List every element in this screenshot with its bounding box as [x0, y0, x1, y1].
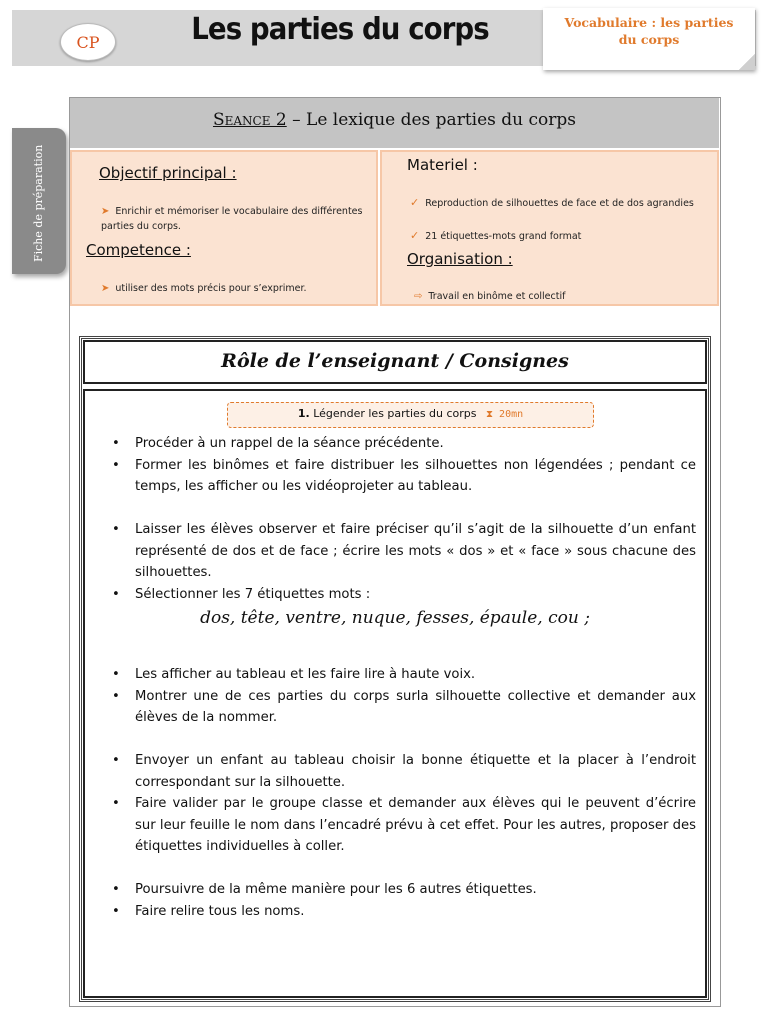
- competence-heading: Competence :: [86, 241, 191, 259]
- materiel-text-1: Reproduction de silhouettes de face et de dos agrandies: [425, 198, 694, 209]
- list-item: • Former les binômes et faire distribuer les silhouettes non légendées ; pendant ce temps, les afficher ou les vidéoprojeter au tableau.: [112, 455, 696, 498]
- seance-dash: –: [292, 110, 301, 130]
- step-duration: ⧗ 20mn: [486, 409, 524, 420]
- step-banner: [227, 402, 594, 428]
- arrow-bullet-icon: ➤: [101, 283, 110, 294]
- step-label: Légender les parties du corps: [313, 407, 477, 420]
- list-item: • Envoyer un enfant au tableau choisir la bonne étiquette et la placer à l’endroit correspondant sur la silhouette.: [112, 750, 696, 793]
- list-item: • Sélectionner les 7 étiquettes mots :: [112, 584, 696, 606]
- side-tab-label: Fiche de préparation: [32, 144, 45, 262]
- instruction-group-2: [112, 519, 696, 605]
- level-badge: CP: [60, 23, 116, 61]
- vocabulary-note: [543, 8, 755, 70]
- vocab-line-2: du corps: [618, 32, 680, 47]
- competence-item: [101, 281, 363, 296]
- organisation-item: [414, 289, 704, 304]
- competence-text: utiliser des mots précis pour s’exprimer.: [115, 283, 307, 294]
- materiel-item-1: [410, 195, 700, 211]
- materiel-item-2: [410, 228, 700, 244]
- list-item: • Laisser les élèves observer et faire préciser qu’il s’agit de la silhouette d’un enfant représenté de dos et de face ; écrire les mots « dos » et « face » sous chacune des silhouettes.: [112, 519, 696, 584]
- instruction-group-1: [112, 433, 696, 498]
- list-item: • Les afficher au tableau et les faire lire à haute voix.: [112, 664, 696, 686]
- check-icon: ✓: [410, 196, 420, 209]
- outline-arrow-icon: ⇨: [414, 291, 423, 302]
- arrow-bullet-icon: ➤: [101, 206, 110, 217]
- objectif-heading: Objectif principal :: [99, 164, 237, 182]
- list-item: • Faire valider par le groupe classe et demander aux élèves qui le peuvent d’écrire sur leur feuille le nom dans l’encadré prévu à cet effet. Pour les autres, proposer des étiquettes individuelles à coller.: [112, 793, 696, 858]
- list-item: • Procéder à un rappel de la séance précédente.: [112, 433, 696, 455]
- instruction-group-4: [112, 750, 696, 858]
- instruction-group-5: [112, 879, 696, 922]
- role-heading: Rôle de l’enseignant / Consignes: [83, 340, 707, 384]
- organisation-heading: Organisation :: [407, 250, 513, 268]
- word-list: dos, tête, ventre, nuque, fesses, épaule, cou ;: [200, 608, 590, 628]
- seance-title: Le lexique des parties du corps: [306, 110, 576, 130]
- instruction-group-3: [112, 664, 696, 729]
- list-item: • Montrer une de ces parties du corps surla silhouette collective et demander aux élèves de la nommer.: [112, 686, 696, 729]
- check-icon: ✓: [410, 229, 420, 242]
- objectif-item: [101, 204, 363, 234]
- page-curl-decoration: [739, 54, 755, 70]
- page-title: Les parties du corps: [191, 12, 489, 47]
- list-item: • Poursuivre de la même manière pour les 6 autres étiquettes.: [112, 879, 696, 901]
- seance-heading: [70, 98, 719, 148]
- list-item: • Faire relire tous les noms.: [112, 901, 696, 923]
- organisation-text: Travail en binôme et collectif: [428, 291, 566, 302]
- materiel-text-2: 21 étiquettes-mots grand format: [425, 231, 582, 242]
- step-number: 1.: [297, 407, 310, 420]
- seance-label: Seance 2: [212, 110, 287, 130]
- vocab-line-1: Vocabulaire : les parties: [564, 15, 734, 30]
- side-tab: [12, 128, 66, 274]
- materiel-heading: Materiel :: [407, 156, 478, 174]
- objectif-text: Enrichir et mémoriser le vocabulaire des différentes parties du corps.: [101, 206, 363, 232]
